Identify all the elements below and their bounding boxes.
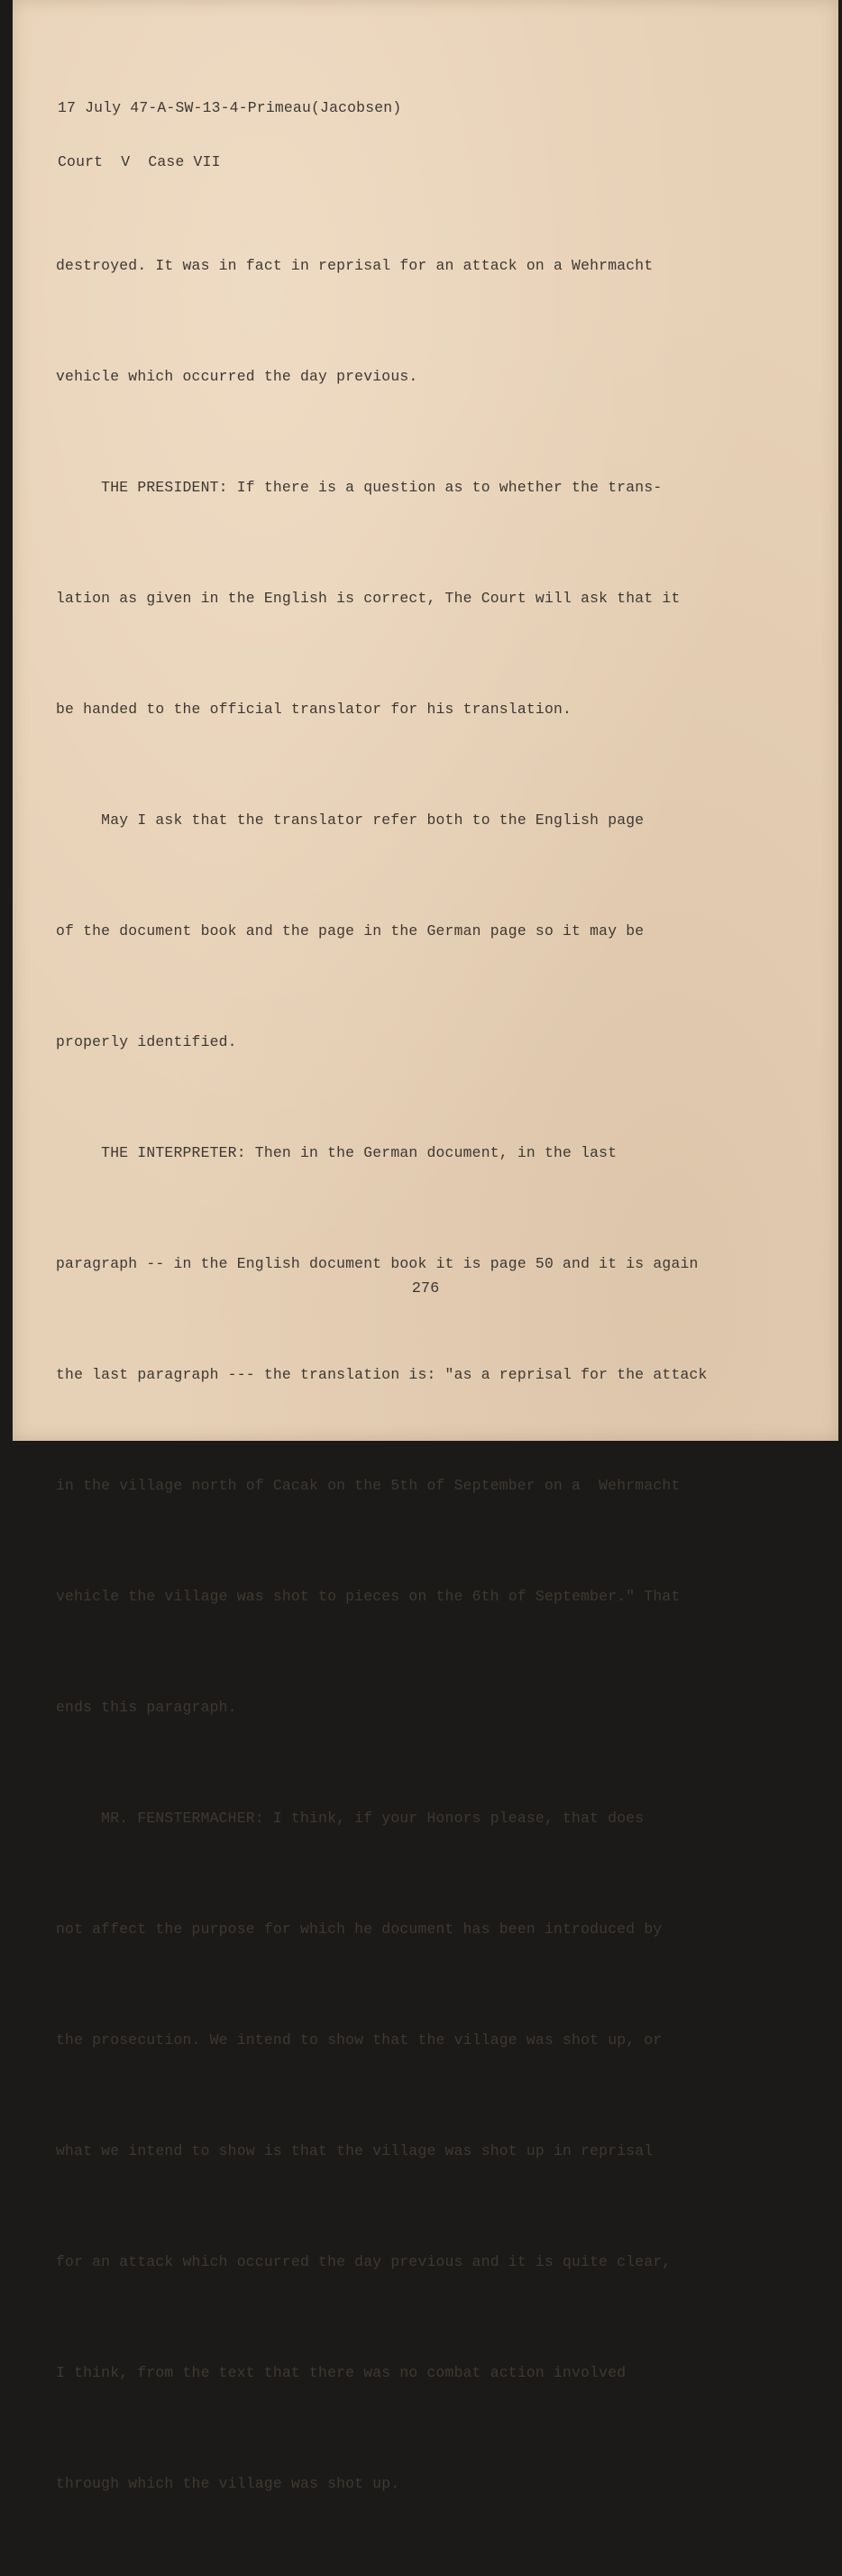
transcript-line: in the village north of Cacak on the 5th of September on a Wehrmacht	[56, 1477, 681, 1494]
transcript-line: through which the village was shot up.	[56, 2475, 400, 2492]
document-page	[13, 0, 838, 2492]
page-number: 276	[411, 1280, 440, 1297]
transcript-line: properly identified.	[56, 1033, 237, 1050]
transcript-body	[56, 173, 708, 2576]
header-line-date-reference: 17 July 47-A-SW-13-4-Primeau(Jacobsen)	[58, 99, 402, 116]
transcript-line: THE INTERPRETER: Then in the German document, in the last	[56, 1144, 618, 1161]
transcript-line: not affect the purpose for which he document has been introduced by	[56, 1921, 663, 1938]
transcript-line: for an attack which occurred the day previous and it is quite clear,	[56, 2253, 672, 2270]
transcript-line: be handed to the official translator for his translation.	[56, 701, 572, 718]
transcript-line: vehicle the village was shot to pieces on the 6th of September." That	[56, 1588, 681, 1605]
transcript-line: I think, from the text that there was no combat action involved	[56, 2364, 627, 2381]
transcript-line: ends this paragraph.	[56, 1699, 237, 1716]
transcript-line: the last paragraph --- the translation is: "as a reprisal for the attack	[56, 1366, 708, 1383]
transcript-line: what we intend to show is that the village was shot up in reprisal	[56, 2142, 654, 2159]
transcript-line: of the document book and the page in the German page so it may be	[56, 922, 645, 940]
header-line-court-case: Court V Case VII	[58, 153, 221, 170]
transcript-line: MR. FENSTERMACHER: I think, if your Honors please, that does	[56, 1810, 645, 1827]
transcript-line: vehicle which occurred the day previous.	[56, 368, 418, 385]
transcript-line: destroyed. It was in fact in reprisal for an attack on a Wehrmacht	[56, 257, 654, 274]
transcript-line: the prosecution. We intend to show that the village was shot up, or	[56, 2031, 663, 2049]
transcript-line: paragraph -- in the English document book it is page 50 and it is again	[56, 1255, 699, 1272]
transcript-line: lation as given in the English is correct, The Court will ask that it	[56, 590, 681, 607]
transcript-line: May I ask that the translator refer both to the English page	[56, 811, 645, 829]
transcript-line: THE PRESIDENT: If there is a question as to whether the trans-	[56, 479, 663, 496]
